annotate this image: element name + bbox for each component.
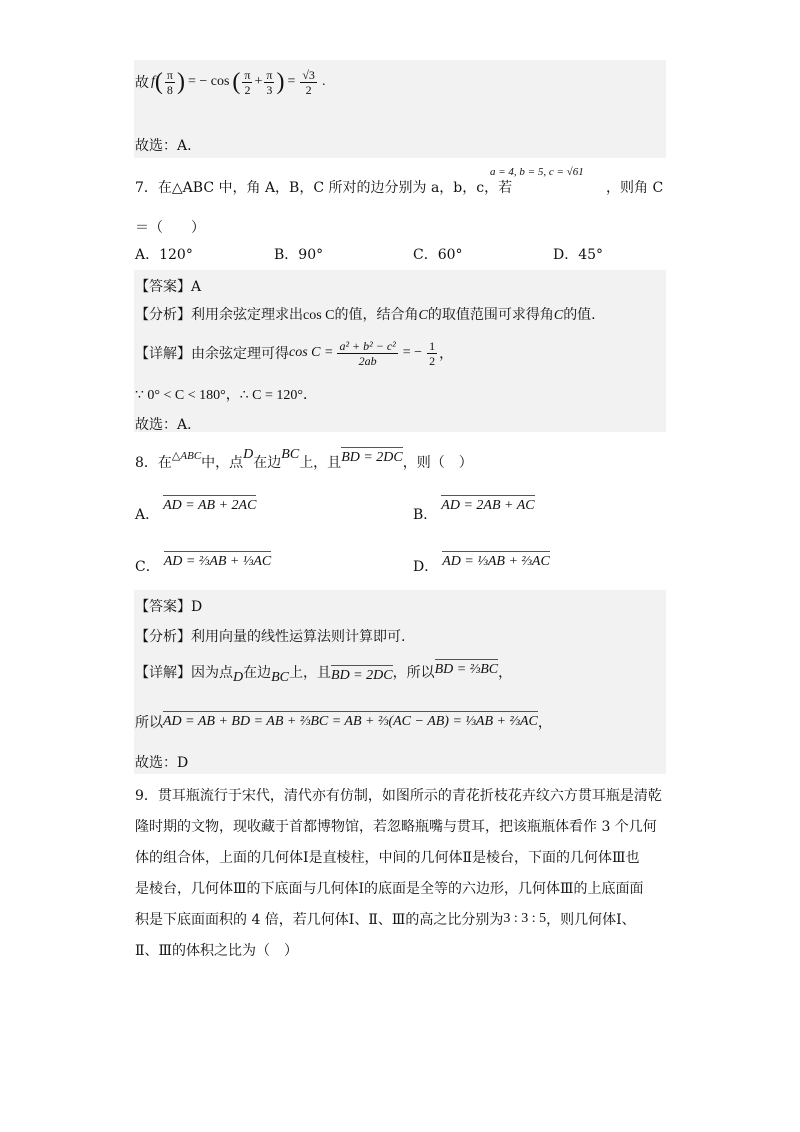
q8-so-equation: AD = AB + BD = AB + ⅔BC = AB + ⅔(AC − AB) = ⅓AB + ⅔AC: [163, 714, 538, 729]
q8-stem-bc: BC: [281, 447, 300, 462]
q9-line-4: 是棱台，几何体Ⅲ的下底面与几何体Ⅰ的底面是全等的六边形，几何体Ⅲ的上底面面: [135, 881, 644, 897]
q7-answer: 【答案】A: [135, 279, 202, 295]
q8-detail: [135, 662, 513, 685]
q7-detail-frac2: $\frac{1}{2}$: [429, 338, 436, 368]
q9-line-1: 9．贯耳瓶流行于宋代，清代亦有仿制，如图所示的青花折枝花卉纹六方贯耳瓶是清乾: [135, 788, 662, 804]
q7-option-a[interactable]: A．120°: [135, 247, 193, 263]
q9-line-6: Ⅱ、Ⅲ的体积之比为（ ）: [135, 943, 299, 959]
q9-line-5: [135, 909, 636, 929]
q7-option-d[interactable]: D．45°: [553, 247, 604, 263]
q8-option-a-expr: AD = AB + 2AC: [163, 498, 257, 513]
q7-analysis: [135, 304, 596, 324]
q7-detail-frac: $\frac{\text{a² + b² − c²}}{2ab}$: [339, 338, 396, 368]
q7-detail: [135, 334, 453, 372]
q6-eq-mid: = − cos: [187, 74, 230, 89]
q6-gu: 故: [135, 76, 149, 91]
q7-analysis-b: 的值，结合角: [334, 307, 419, 323]
q8-option-c-label: C．: [135, 559, 160, 575]
q8-option-a-label: A．: [135, 507, 160, 523]
q8-detail-bc: BC: [271, 670, 290, 685]
q6-f: f: [151, 74, 155, 89]
q8-option-b-label: B．: [413, 507, 438, 523]
q7-stem-a: 7．在△ABC 中，角 A，B，C 所对的边分别为 a，b，c，若: [135, 180, 513, 196]
q7-detail-cos: cos C =: [289, 345, 334, 360]
q8-detail-d2: ，所以: [392, 665, 435, 681]
q8-option-d-label: D．: [413, 559, 439, 575]
q7-detail-end: ，: [439, 347, 454, 362]
q8-detail-condition: BD = 2DC: [331, 668, 393, 683]
q8-choice: 故选：D: [135, 755, 189, 771]
q8-option-c[interactable]: [135, 550, 272, 575]
q7-choice: 故选：A．: [135, 417, 202, 433]
q6-frac-pi3: $\frac{\pi}{3}$: [266, 67, 273, 97]
q8-detail-result: BD = ⅔BC: [434, 662, 499, 677]
q8-stem-condition: BD = 2DC: [341, 450, 403, 465]
q7-analysis-d: 的值.: [563, 307, 596, 323]
q8-stem-e: 上，且: [299, 455, 342, 471]
q6-final-equation: [135, 62, 325, 102]
q8-stem: [135, 447, 473, 472]
q8-so: [135, 712, 552, 732]
q8-option-a[interactable]: [135, 494, 257, 523]
q8-stem-c: 在边: [253, 455, 282, 471]
q6-lparen2: (: [232, 68, 241, 95]
q7-detail-eq: = −: [402, 345, 423, 360]
q8-answer: 【答案】D: [135, 599, 203, 615]
q8-stem-f: ，则（ ）: [402, 455, 473, 471]
q6-choice: 故选：A.: [135, 138, 192, 154]
q8-detail-b: 在边: [243, 665, 272, 681]
q8-so-end: ，: [537, 715, 552, 731]
q9-line-2: 隆时期的文物，现收藏于首都博物馆，若忽略瓶嘴与贯耳，把该瓶瓶体看作 3 个几何: [135, 819, 657, 835]
q7-analysis-cos: cos C: [303, 308, 335, 323]
q7-analysis-c1: C: [418, 308, 428, 323]
q8-stem-a: 8．在: [135, 455, 172, 471]
q9-line-5-end: ，则几何体Ⅰ、: [546, 912, 636, 928]
q6-end: .: [321, 74, 326, 89]
q7-stem-b: ，则角 C: [606, 180, 664, 196]
q9-line-3: 体的组合体，上面的几何体Ⅰ是直棱柱，中间的几何体Ⅱ是棱台，下面的几何体Ⅲ也: [135, 850, 640, 866]
q6-frac-sqrt3: $\frac{√3}{2}$: [302, 67, 315, 97]
q8-analysis: 【分析】利用向量的线性运算法则计算即可.: [135, 629, 406, 645]
q6-lparen: (: [154, 68, 163, 95]
q8-detail-e: ，: [498, 665, 513, 681]
q6-plus: +: [254, 74, 263, 89]
q8-stem-d: D: [243, 447, 254, 462]
q6-frac-pi2: $\frac{\pi}{2}$: [244, 67, 251, 97]
q9-line-5-text: 积是下底面面积的 4 倍，若几何体Ⅰ、Ⅱ、Ⅲ的高之比分别为: [135, 912, 504, 928]
solution-panel-q8: [134, 590, 666, 774]
q6-frac-pi8: $\frac{\pi}{8}$: [166, 67, 173, 97]
q8-option-b-expr: AD = 2AB + AC: [441, 498, 535, 513]
q6-rparen2: ): [276, 68, 285, 95]
q8-option-c-expr: AD = ⅔AB + ⅓AC: [163, 554, 272, 569]
q8-detail-a: 【详解】因为点: [135, 665, 233, 681]
q7-analysis-c2: C: [553, 308, 564, 323]
q8-stem-triangle: △ABC: [171, 449, 202, 462]
q8-stem-b: 中，点: [201, 455, 244, 471]
q7-condition: a = 4, b = 5, c = √61: [490, 166, 584, 178]
q8-option-d-expr: AD = ⅓AB + ⅔AC: [442, 554, 550, 569]
q7-range: ∵ 0° < C < 180°，∴ C = 120°．: [135, 388, 317, 403]
q8-detail-c: 上，且: [289, 665, 332, 681]
q7-detail-a: 【详解】由余弦定理可得: [135, 346, 289, 362]
q8-option-b[interactable]: [413, 494, 535, 523]
q8-detail-d: D: [233, 670, 244, 685]
q7-analysis-c: 的取值范围可求得角: [427, 307, 554, 323]
q9-ratio: 3 : 3 : 5: [503, 911, 547, 926]
q7-stem-c: ＝（ ）: [135, 220, 205, 236]
q6-eq: =: [287, 74, 296, 89]
q8-so-a: 所以: [135, 715, 163, 731]
q6-rparen: ): [176, 68, 185, 95]
q7-option-b[interactable]: B．90°: [274, 247, 324, 263]
q7-option-c[interactable]: C．60°: [413, 247, 463, 263]
q7-analysis-a: 【分析】利用余弦定理求出: [135, 307, 303, 323]
q8-option-d[interactable]: [413, 550, 550, 575]
